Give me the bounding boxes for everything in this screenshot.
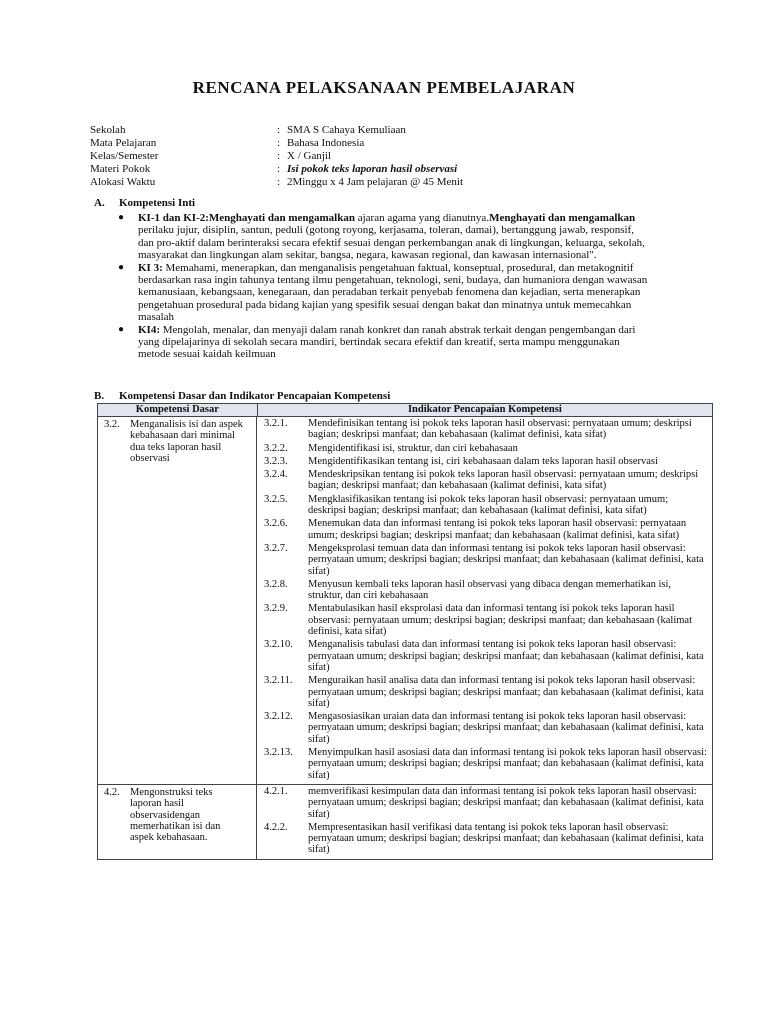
kd-text: Mengonstruksi teks laporan hasil observasidengan memerhatikan isi dan aspek kebahasaan. [130, 786, 221, 844]
section-b-heading [94, 390, 390, 402]
indicator-item [264, 579, 708, 602]
info-row-class [90, 150, 463, 163]
indicator-number: 3.2.1. [264, 418, 288, 429]
indicator-number: 3.2.8. [264, 578, 288, 590]
info-label: Materi Pokok [90, 163, 151, 175]
table-row [98, 417, 712, 785]
indicator-item [264, 675, 708, 709]
section-letter: B. [94, 390, 105, 402]
info-label: Mata Pelajaran [90, 137, 157, 149]
indicator-number: 3.2.3. [264, 455, 288, 467]
bullet-icon: ● [118, 212, 125, 223]
ki-bold: KI 3: [138, 261, 163, 274]
ki-list [118, 212, 648, 361]
indicator-text: Mengeksprolasi temuan data dan informasi tentang isi pokok teks laporan hasil observasi: pernyataan umum; deskripsi bagian; deskripsi manfaat; dan kebahasaan (kalimat definisi, kata sifat) [308, 542, 704, 577]
info-value: X / Ganjil [287, 150, 331, 162]
indicator-text: Menguraikan hasil analisa data dan informasi tentang isi pokok teks laporan hasil observasi: pernyataan umum; deskripsi bagian; deskripsi manfaat; dan kebahasaan (kalimat definisi, kata sifat) [308, 675, 704, 709]
table-header [98, 404, 712, 417]
bullet-icon: ● [118, 323, 125, 335]
list-item [118, 212, 648, 262]
indicator-text: Menyimpulkan hasil asosiasi data dan informasi tentang isi pokok teks laporan hasil observasi: pernyataan umum; deskripsi bagian; deskripsi manfaat; dan kebahasaan (kalimat definisi, kata sifat) [308, 747, 707, 781]
list-item [118, 262, 648, 324]
indicator-number: 3.2.6. [264, 518, 288, 530]
indicator-number: 3.2.4. [264, 469, 288, 481]
section-a-heading [94, 197, 195, 209]
indicator-text: Menemukan data dan informasi tentang isi pokok teks laporan hasil observasi: pernyataan umum; deskripsi bagian; deskripsi manfaat; dan kebahasaan (kalimat definisi, kata sifat) [308, 518, 687, 541]
indicator-item [264, 456, 708, 467]
kd-number: 4.2. [104, 786, 120, 798]
ki-text: ajaran agama yang dianutnya. [354, 212, 490, 224]
indicator-cell [257, 417, 712, 784]
ki-text: Mengolah, menalar, dan menyaji dalam ranah konkret dan ranah abstrak terkait dengan pengembangan dari yang dipelajarinya di sekolah secara mandiri, bertindak secara efektif dan kreatif, serta mampu menggunakan metode sesuai kaidah keilmuan [138, 323, 636, 361]
header-kompetensi-dasar: Kompetensi Dasar [98, 404, 258, 416]
info-row-time [90, 176, 463, 189]
indicator-text: memverifikasi kesimpulan data dan informasi tentang isi pokok teks laporan hasil observasi: pernyataan umum; deskripsi bagian; deskripsi manfaat; dan kebahasaan (kalimat definisi, kata sifat) [308, 785, 704, 820]
competency-table [97, 403, 713, 860]
info-colon: : [277, 163, 281, 175]
indicator-number: 3.2.7. [264, 542, 288, 554]
indicator-text: Mempresentasikan hasil verifikasi data tentang isi pokok teks laporan hasil observasi: pernyataan umum; deskripsi bagian; deskripsi manfaat; dan kebahasaan (kalimat definisi, kata sifat) [308, 821, 704, 856]
indicator-item [264, 443, 708, 454]
indicator-number: 4.2.2. [264, 821, 288, 833]
section-letter: A. [94, 197, 105, 209]
indicator-text: Menyusun kembali teks laporan hasil observasi yang dibaca dengan memerhatikan isi, struktur, dan ciri kebahasaan [308, 578, 672, 602]
indicator-text: Mengidentifikasikan tentang isi, ciri kebahasaan dalam teks laporan hasil observasi [308, 455, 658, 467]
indicator-item [264, 418, 708, 441]
info-row-school [90, 124, 463, 137]
indicator-item [264, 469, 708, 492]
indicator-number: 3.2.11. [264, 675, 293, 687]
indicator-number: 3.2.13. [264, 747, 293, 759]
info-label: Alokasi Waktu [90, 176, 156, 188]
indicator-item [264, 603, 708, 637]
indicator-text: Menganalisis tabulasi data dan informasi tentang isi pokok teks laporan hasil observasi: pernyataan umum; deskripsi bagian; deskripsi manfaat; dan kebahasaan (kalimat definisi, kata sifat) [308, 639, 704, 673]
ki-bold: KI-1 dan KI-2:Menghayati dan mengamalkan [138, 212, 355, 224]
table-row [98, 785, 712, 859]
section-title: Kompetensi Dasar dan Indikator Pencapaian Kompetensi [119, 390, 391, 402]
indicator-text: Mendefinisikan tentang isi pokok teks laporan hasil observasi: pernyataan umum; deskripsi bagian; deskripsi manfaat; dan kebahasaan (kalimat definisi, kata sifat) [308, 418, 692, 441]
info-colon: : [277, 137, 281, 149]
info-label: Kelas/Semester [90, 150, 159, 162]
indicator-text: Mengasosiasikan uraian data dan informasi tentang isi pokok teks laporan hasil observasi: pernyataan umum; deskripsi bagian; deskripsi manfaat; dan kebahasaan (kalimat definisi, kata sifat) [308, 711, 704, 745]
info-row-topic [90, 163, 463, 176]
indicator-text: Mentabulasikan hasil eksprolasi data dan informasi tentang isi pokok teks laporan hasil observasi: pernyataan umum; deskripsi bagian; deskripsi manfaat; dan kebahasaan (kalimat definisi, kata sifat) [308, 603, 693, 638]
kd-text: Menganalisis isi dan aspek kebahasaan dari minimal dua teks laporan hasil observasi [130, 419, 243, 464]
ki-text-2: perilaku jujur, disiplin, santun, peduli (gotong royong, kerjasama, toleran, damai), bertanggung jawab, responsif, dan pro-aktif dalam berinteraksi secara efektif sesuai dengan perkembangan anak di lingkungan, keluarga, sekolah, masyarakat dan lingkungan alam sekitar, bangsa, negara, kawasan regional, dan kawasan internasional". [138, 224, 645, 262]
info-colon: : [277, 124, 281, 136]
indicator-item [264, 711, 708, 745]
kd-cell [98, 785, 257, 859]
kd-number: 3.2. [104, 419, 120, 430]
info-value: Isi pokok teks laporan hasil observasi [287, 163, 458, 175]
section-title: Kompetensi Inti [119, 197, 196, 209]
indicator-item [264, 543, 708, 577]
indicator-number: 3.2.9. [264, 603, 288, 615]
info-value: Bahasa Indonesia [287, 137, 365, 149]
indicator-cell [257, 785, 712, 859]
info-colon: : [277, 150, 281, 162]
ki-text: Memahami, menerapkan, dan menganalisis pengetahuan faktual, konseptual, prosedural, dan metakognitif berdasarkan rasa ingin tahunya tentang ilmu pengetahuan, teknologi, seni, budaya, dan humaniora dengan wawasan kemanusiaan, kebangsaan, kenegaraan, dan peradaban terkait penyebab fenomena dan kejadian, serta menerapkan pengetahuan prosedural pada bidang kajian yang spesifik sesuai dengan bakat dan minatnya untuk memecahkan masalah [138, 261, 648, 324]
info-colon: : [277, 176, 281, 188]
ki-bold: KI4: [138, 323, 160, 336]
indicator-text: Mengklasifikasikan tentang isi pokok teks laporan hasil observasi: pernyataan umum; deskripsi bagian; deskripsi manfaat; dan kebahasaan (kalimat definisi, kata sifat) [308, 493, 669, 517]
info-label: Sekolah [90, 124, 126, 136]
ki-bold-2: Menghayati dan mengamalkan [489, 212, 636, 224]
indicator-number: 3.2.2. [264, 442, 288, 454]
indicator-number: 3.2.5. [264, 493, 288, 505]
indicator-number: 3.2.10. [264, 639, 293, 651]
indicator-number: 3.2.12. [264, 711, 293, 723]
bullet-icon: ● [118, 261, 125, 273]
indicator-item [264, 494, 708, 517]
indicator-text: Mengidentifikasi isi, struktur, dan ciri kebahasaan [308, 442, 518, 454]
info-value: 2Minggu x 4 Jam pelajaran @ 45 Menit [287, 176, 464, 188]
info-value: SMA S Cahaya Kemuliaan [287, 124, 406, 136]
indicator-item [264, 747, 708, 781]
kd-cell [98, 417, 257, 784]
info-block [90, 124, 463, 189]
list-item [118, 324, 648, 361]
indicator-item [264, 639, 708, 673]
indicator-text: Mendeskripsikan tentang isi pokok teks laporan hasil observasi: pernyataan umum; deskripsi bagian; deskripsi manfaat; dan kebahasaan (kalimat definisi, kata sifat) [308, 469, 699, 492]
indicator-item [264, 518, 708, 541]
info-row-subject [90, 137, 463, 150]
indicator-item [264, 786, 708, 820]
indicator-number: 4.2.1. [264, 785, 288, 797]
indicator-item [264, 822, 708, 856]
page-title: RENCANA PELAKSANAAN PEMBELAJARAN [192, 78, 576, 97]
header-indikator: Indikator Pencapaian Kompetensi [407, 404, 562, 415]
